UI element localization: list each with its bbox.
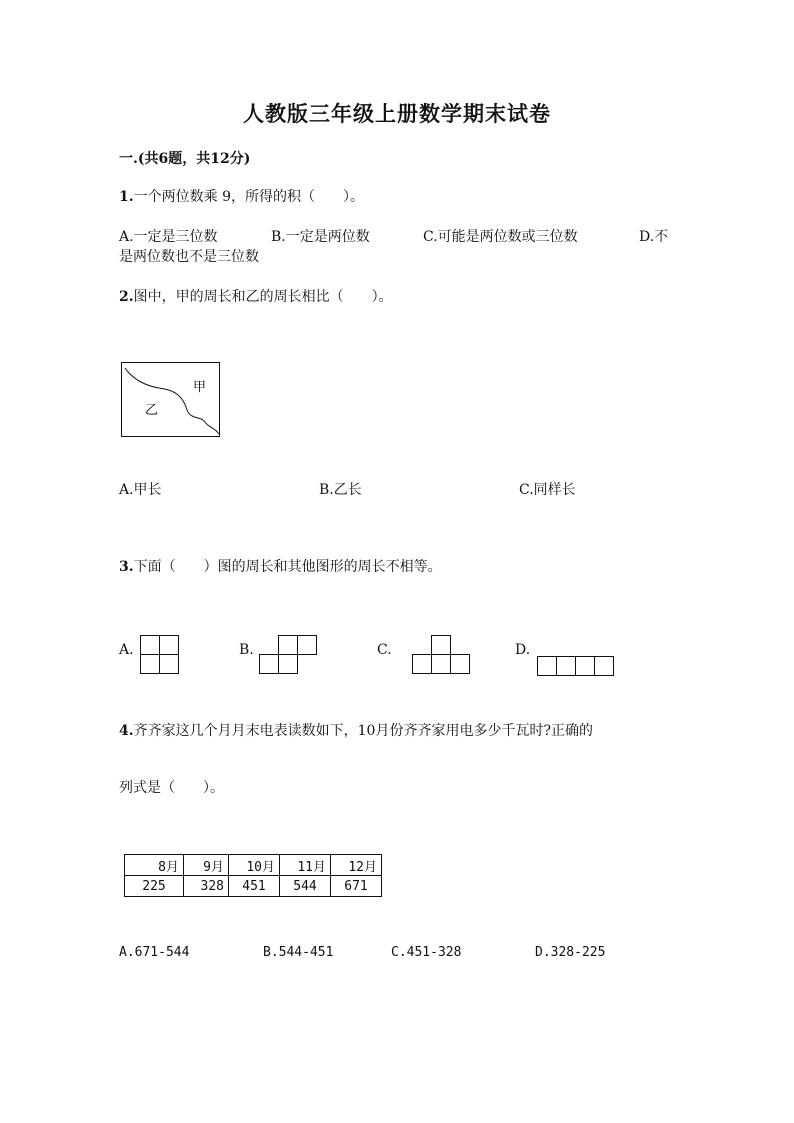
table-header-cell: 8月 [125, 855, 184, 876]
question-4 [119, 720, 593, 740]
question-4-number: 4. [119, 723, 134, 739]
section-header: 一.(共6题，共12分) [119, 151, 251, 167]
question-3-text: 下面（ ）图的周长和其他图形的周长不相等。 [133, 559, 442, 575]
table-header-cell: 10月 [229, 855, 280, 876]
question-4-text: 齐齐家这几个月月末电表读数如下，10月份齐齐家用电多少千瓦时?正确的 [133, 723, 593, 739]
table-cell: 328 [184, 876, 229, 897]
q4-option-b[interactable]: B.544-451 [263, 945, 334, 960]
question-2-number: 2. [119, 289, 134, 305]
table-row [125, 876, 382, 897]
q1-option-d-continued: 是两位数也不是三位数 [119, 249, 259, 265]
table-cell: 544 [280, 876, 331, 897]
table-cell: 451 [229, 876, 280, 897]
question-1 [119, 186, 364, 206]
q2-option-a[interactable]: A.甲长 [119, 482, 162, 498]
q4-option-d[interactable]: D.328-225 [535, 945, 606, 960]
question-3 [119, 556, 442, 576]
q4-option-c[interactable]: C.451-328 [391, 945, 462, 960]
shape-b-staircase [259, 635, 319, 675]
table-cell: 671 [331, 876, 382, 897]
table-header-cell: 11月 [280, 855, 331, 876]
question-1-number: 1. [119, 189, 134, 205]
shape-a-2x2-square [140, 635, 180, 675]
dividing-curve [125, 368, 219, 434]
question-1-text: 一个两位数乘 9，所得的积（ ）。 [133, 189, 364, 205]
table-header-cell: 9月 [184, 855, 229, 876]
table-cell: 225 [125, 876, 184, 897]
shape-d-row-of-four [537, 656, 617, 676]
table-header-cell: 12月 [331, 855, 382, 876]
q3-option-b[interactable]: B. [239, 642, 254, 658]
q1-option-c[interactable]: C.可能是两位数或三位数 [423, 229, 578, 245]
q3-option-c[interactable]: C. [377, 642, 392, 658]
q3-option-d[interactable]: D. [515, 642, 531, 658]
perimeter-figure [119, 360, 223, 440]
shape-c-t-shape [412, 635, 472, 675]
label-yi: 乙 [145, 403, 159, 418]
question-4-text-line2: 列式是（ ）。 [119, 780, 224, 796]
question-2-text: 图中，甲的周长和乙的周长相比（ ）。 [133, 289, 393, 305]
q4-option-a[interactable]: A.671-544 [119, 945, 190, 960]
table-header-row [125, 855, 382, 876]
q2-option-b[interactable]: B.乙长 [319, 482, 362, 498]
q1-option-b[interactable]: B.一定是两位数 [271, 229, 370, 245]
label-jia: 甲 [193, 380, 207, 395]
q2-option-c[interactable]: C.同样长 [519, 482, 576, 498]
meter-reading-table [124, 854, 382, 897]
q3-option-a[interactable]: A. [119, 642, 134, 658]
page-title: 人教版三年级上册数学期末试卷 [243, 101, 551, 126]
q1-option-a[interactable]: A.一定是三位数 [119, 229, 218, 245]
question-2 [119, 286, 393, 306]
q1-option-d[interactable]: D.不 [639, 229, 669, 245]
question-3-number: 3. [119, 559, 134, 575]
